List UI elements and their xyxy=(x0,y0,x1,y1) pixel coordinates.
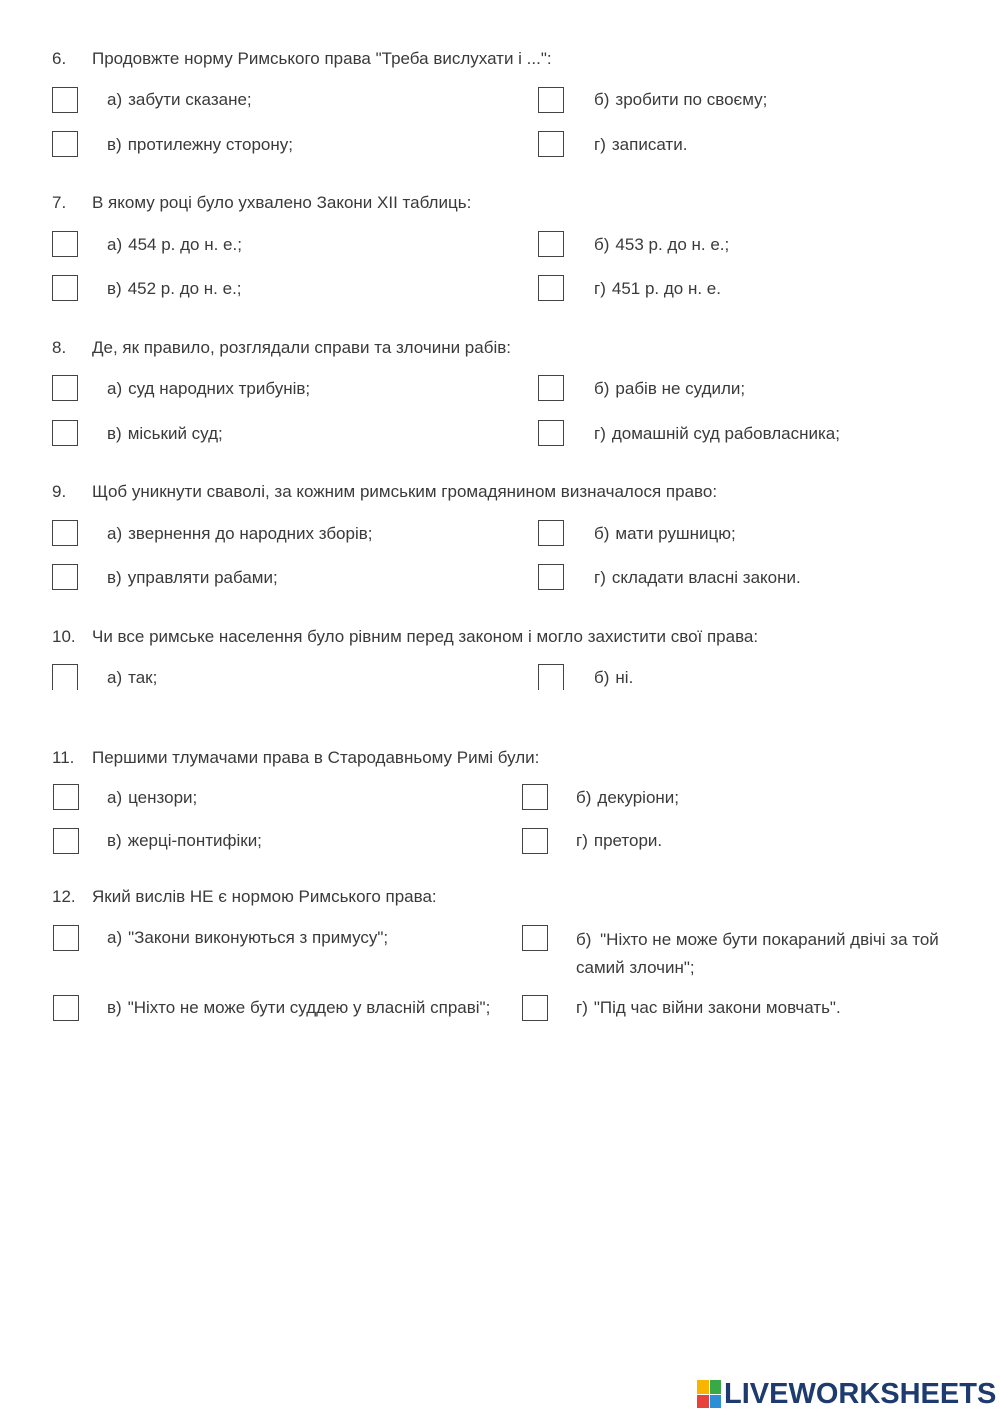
question-number: 8. xyxy=(52,338,67,357)
option-q12-v xyxy=(107,996,490,1020)
option-letter: б) xyxy=(594,668,610,687)
checkbox-q8-a[interactable] xyxy=(52,375,78,401)
option-text: управляти рабами; xyxy=(127,568,278,587)
option-text: мати рушницю; xyxy=(615,524,736,543)
checkbox-q7-v[interactable] xyxy=(52,275,78,301)
option-q9-a xyxy=(107,522,373,546)
option-letter: а) xyxy=(107,235,123,254)
option-letter: г) xyxy=(594,135,606,154)
question-number: 11. xyxy=(52,748,75,767)
question-text: В якому році було ухвалено Закони XII таблиць: xyxy=(92,193,472,212)
option-text: "Закони виконуються з примусу"; xyxy=(128,928,389,947)
option-text: рабів не судили; xyxy=(615,379,746,398)
option-q11-g xyxy=(576,829,662,853)
option-text: складати власні закони. xyxy=(611,568,801,587)
option-q8-v xyxy=(107,422,223,446)
option-q6-g xyxy=(594,133,687,157)
option-q12-g xyxy=(576,996,841,1020)
option-q8-a xyxy=(107,377,310,401)
checkbox-q6-b[interactable] xyxy=(538,87,564,113)
checkbox-q8-v[interactable] xyxy=(52,420,78,446)
option-letter: г) xyxy=(594,424,606,443)
option-text: декуріони; xyxy=(597,788,680,807)
question-text: Який вислів НЕ є нормою Римського права: xyxy=(92,887,437,906)
option-text: записати. xyxy=(611,135,688,154)
question-number: 7. xyxy=(52,193,67,212)
checkbox-q6-a[interactable] xyxy=(52,87,78,113)
option-letter: а) xyxy=(107,524,123,543)
checkbox-q11-v[interactable] xyxy=(53,828,79,854)
question-text: Чи все римське населення було рівним перед законом і могло захистити свої права: xyxy=(92,627,759,646)
checkbox-q12-b[interactable] xyxy=(522,925,548,951)
option-letter: б) xyxy=(594,90,610,109)
checkbox-q7-b[interactable] xyxy=(538,231,564,257)
option-text: 451 р. до н. е. xyxy=(611,279,721,298)
option-text: ні. xyxy=(615,668,634,687)
option-letter: а) xyxy=(107,668,123,687)
question-text: Де, як правило, розглядали справи та злочини рабів: xyxy=(92,338,511,357)
option-letter: а) xyxy=(107,379,123,398)
option-text: суд народних трибунів; xyxy=(128,379,311,398)
option-text: протилежну сторону; xyxy=(127,135,293,154)
option-letter: б) xyxy=(594,235,610,254)
checkbox-q12-v[interactable] xyxy=(53,995,79,1021)
option-text: "Ніхто не може бути суддею у власній справі"; xyxy=(127,998,491,1017)
option-text: "Під час війни закони мовчать". xyxy=(593,998,841,1017)
option-letter: а) xyxy=(107,90,123,109)
checkbox-q9-v[interactable] xyxy=(52,564,78,590)
option-letter: в) xyxy=(107,998,122,1017)
option-text: жерці-понтифіки; xyxy=(127,831,262,850)
checkbox-q9-a[interactable] xyxy=(52,520,78,546)
option-letter: в) xyxy=(107,279,122,298)
option-q10-b xyxy=(594,666,633,690)
option-text: міський суд; xyxy=(127,424,223,443)
question-text: Продовжте норму Римського права "Треба вислухати і ...": xyxy=(92,49,552,68)
checkbox-q11-b[interactable] xyxy=(522,784,548,810)
checkbox-q7-a[interactable] xyxy=(52,231,78,257)
option-text: 453 р. до н. е.; xyxy=(615,235,730,254)
option-q7-b xyxy=(594,233,729,257)
option-text: цензори; xyxy=(128,788,198,807)
option-q7-v xyxy=(107,277,242,301)
option-letter: в) xyxy=(107,424,122,443)
option-text: 452 р. до н. е.; xyxy=(127,279,242,298)
option-letter: г) xyxy=(576,831,588,850)
question-number: 6. xyxy=(52,49,67,68)
option-letter: г) xyxy=(594,568,606,587)
option-letter: б) xyxy=(576,930,592,949)
option-q6-b xyxy=(594,88,767,112)
option-q11-b xyxy=(576,786,679,810)
option-q7-g xyxy=(594,277,721,301)
question-number: 12. xyxy=(52,887,76,906)
checkbox-q7-g[interactable] xyxy=(538,275,564,301)
option-q7-a xyxy=(107,233,242,257)
option-q8-g xyxy=(594,422,840,446)
option-q6-a xyxy=(107,88,252,112)
option-text: так; xyxy=(128,668,158,687)
question-text: Першими тлумачами права в Стародавньому Римі були: xyxy=(92,748,540,767)
option-q12-b xyxy=(576,926,971,982)
option-text: зробити по своєму; xyxy=(615,90,768,109)
option-text: звернення до народних зборів; xyxy=(128,524,373,543)
option-letter: в) xyxy=(107,568,122,587)
option-letter: а) xyxy=(107,928,123,947)
checkbox-q11-a[interactable] xyxy=(53,784,79,810)
option-q9-v xyxy=(107,566,278,590)
checkbox-q12-g[interactable] xyxy=(522,995,548,1021)
checkbox-q8-b[interactable] xyxy=(538,375,564,401)
logo-icon xyxy=(697,1380,721,1408)
option-letter: б) xyxy=(576,788,592,807)
checkbox-q8-g[interactable] xyxy=(538,420,564,446)
option-letter: б) xyxy=(594,524,610,543)
option-letter: г) xyxy=(594,279,606,298)
checkbox-q6-g[interactable] xyxy=(538,131,564,157)
option-q10-a xyxy=(107,666,157,690)
liveworksheets-logo xyxy=(697,1376,996,1412)
checkbox-q9-g[interactable] xyxy=(538,564,564,590)
option-q11-v xyxy=(107,829,262,853)
option-text: домашній суд рабовласника; xyxy=(611,424,840,443)
option-text: забути сказане; xyxy=(128,90,252,109)
option-letter: г) xyxy=(576,998,588,1017)
option-q9-b xyxy=(594,522,736,546)
option-q11-a xyxy=(107,786,197,810)
option-q8-b xyxy=(594,377,745,401)
question-text: Щоб уникнути сваволі, за кожним римським громадянином визначалося право: xyxy=(92,482,718,501)
option-text: "Ніхто не може бути покараний двічі за той самий злочин"; xyxy=(576,930,939,977)
question-number: 10. xyxy=(52,627,76,646)
option-q12-a xyxy=(107,926,388,950)
checkbox-q9-b[interactable] xyxy=(538,520,564,546)
option-text: претори. xyxy=(593,831,663,850)
logo-text: LIVEWORKSHEETS xyxy=(724,1377,997,1410)
option-text: 454 р. до н. е.; xyxy=(128,235,242,254)
checkbox-q12-a[interactable] xyxy=(53,925,79,951)
checkbox-q10-a[interactable] xyxy=(52,664,78,690)
option-letter: б) xyxy=(594,379,610,398)
option-q6-v xyxy=(107,133,293,157)
checkbox-q6-v[interactable] xyxy=(52,131,78,157)
checkbox-q10-b[interactable] xyxy=(538,664,564,690)
option-q9-g xyxy=(594,566,801,590)
question-number: 9. xyxy=(52,482,67,501)
option-letter: в) xyxy=(107,135,122,154)
option-letter: в) xyxy=(107,831,122,850)
checkbox-q11-g[interactable] xyxy=(522,828,548,854)
option-letter: а) xyxy=(107,788,123,807)
